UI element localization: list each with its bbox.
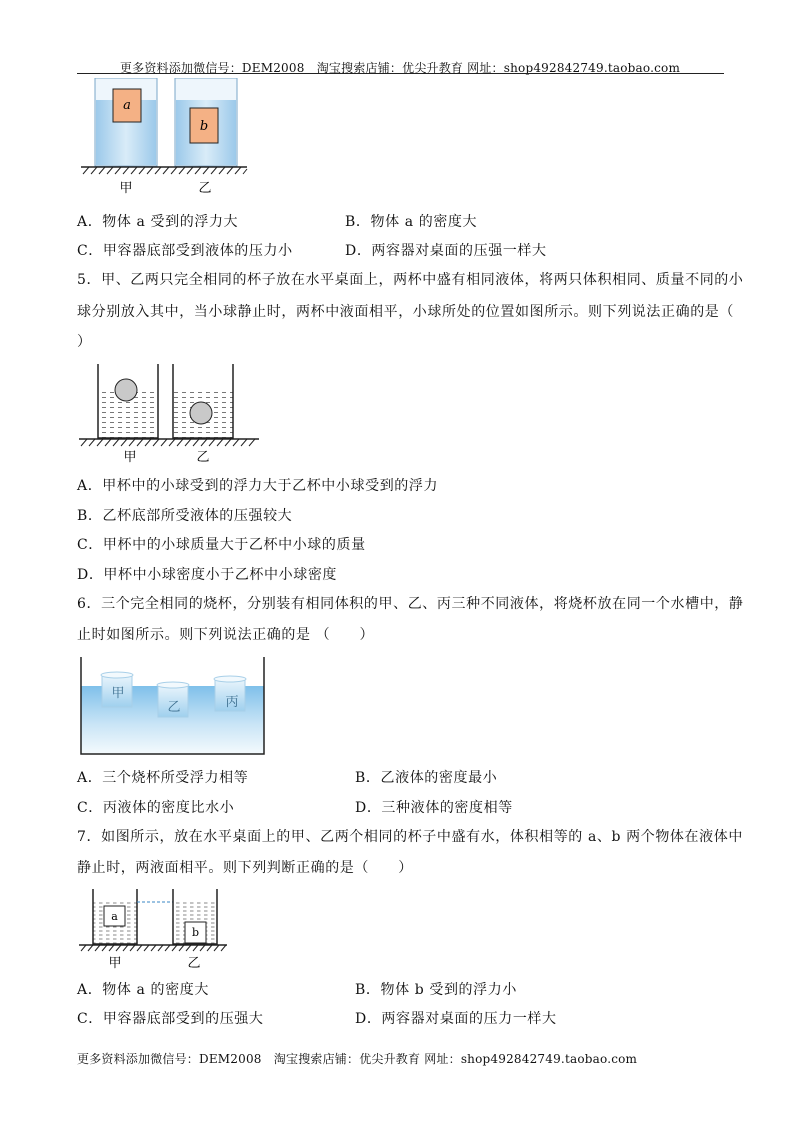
q7-stem-line2: 静止时，两液面相平。则下列判断正确的是（ ） xyxy=(77,860,413,876)
q5-label-yi: 乙 xyxy=(196,450,210,465)
q7-option-b[interactable]: B．物体 b 受到的浮力小 xyxy=(355,982,517,998)
q5-option-c[interactable]: C．甲杯中的小球质量大于乙杯中小球的质量 xyxy=(77,537,366,553)
q4-block-a-label: a xyxy=(123,98,131,113)
q6-figure xyxy=(77,655,267,757)
q5-stem-line1: 5．甲、乙两只完全相同的杯子放在水平桌面上，两杯中盛有相同液体，将两只体积相同、质量不同的小 xyxy=(77,272,744,288)
q4-option-a[interactable]: A．物体 a 受到的浮力大 xyxy=(77,214,239,230)
q7-block-a-label: a xyxy=(111,910,118,923)
q4-option-d[interactable]: D．两容器对桌面的压强一样大 xyxy=(345,243,547,259)
q7-label-yi: 乙 xyxy=(187,956,201,971)
q7-option-a[interactable]: A．物体 a 的密度大 xyxy=(77,982,209,998)
q6-label-yi: 乙 xyxy=(167,700,181,715)
page-header: 更多资料添加微信号：DEM2008 淘宝搜索店铺：优尖升教育 网址：shop492842749.taobao.com xyxy=(119,61,681,75)
q7-option-c[interactable]: C．甲容器底部受到的压强大 xyxy=(77,1011,264,1027)
q5-stem-line3: ） xyxy=(77,334,92,350)
q5-stem-line2: 球分别放入其中，当小球静止时，两杯中液面相平，小球所处的位置如图所示。则下列说法正确的是（ xyxy=(77,304,734,320)
q5-option-d[interactable]: D．甲杯中小球密度小于乙杯中小球密度 xyxy=(77,567,338,583)
q6-option-c[interactable]: C．丙液体的密度比水小 xyxy=(77,800,235,816)
header-divider xyxy=(77,73,724,74)
q6-option-d[interactable]: D．三种液体的密度相等 xyxy=(355,800,513,816)
q6-label-bing: 丙 xyxy=(225,695,239,710)
q7-label-jia: 甲 xyxy=(108,956,122,971)
q5-ball-jia xyxy=(115,379,137,401)
q6-stem-line1: 6．三个完全相同的烧杯，分别装有相同体积的甲、乙、丙三种不同液体，将烧杯放在同一个水槽中，静 xyxy=(77,596,744,612)
q7-stem-line1: 7．如图所示，放在水平桌面上的甲、乙两个相同的杯子中盛有水，体积相等的 a、b 两个物体在液体中 xyxy=(77,829,743,845)
q6-stem-line2: 止时如图所示。则下列说法正确的是 （ ） xyxy=(77,627,375,643)
q6-option-a[interactable]: A．三个烧杯所受浮力相等 xyxy=(77,770,249,786)
q7-option-d[interactable]: D．两容器对桌面的压力一样大 xyxy=(355,1011,557,1027)
q5-option-b[interactable]: B．乙杯底部所受液体的压强较大 xyxy=(77,508,293,524)
q4-option-c[interactable]: C．甲容器底部受到液体的压力小 xyxy=(77,243,293,259)
q4-figure xyxy=(77,78,252,198)
q4-block-b-label: b xyxy=(199,119,209,134)
q4-option-b[interactable]: B．物体 a 的密度大 xyxy=(345,214,478,230)
q5-ball-yi xyxy=(190,402,212,424)
q4-label-yi: 乙 xyxy=(198,181,212,196)
q6-label-jia: 甲 xyxy=(111,686,125,701)
page-footer: 更多资料添加微信号：DEM2008 淘宝搜索店铺：优尖升教育 网址：shop492842749.taobao.com xyxy=(77,1052,638,1066)
q5-label-jia: 甲 xyxy=(123,450,137,465)
q7-block-b-label: b xyxy=(191,926,200,939)
q5-figure xyxy=(77,360,262,465)
q6-option-b[interactable]: B．乙液体的密度最小 xyxy=(355,770,498,786)
q5-option-a[interactable]: A．甲杯中的小球受到的浮力大于乙杯中小球受到的浮力 xyxy=(77,478,439,494)
q4-label-jia: 甲 xyxy=(119,181,133,196)
q7-figure xyxy=(77,885,232,973)
